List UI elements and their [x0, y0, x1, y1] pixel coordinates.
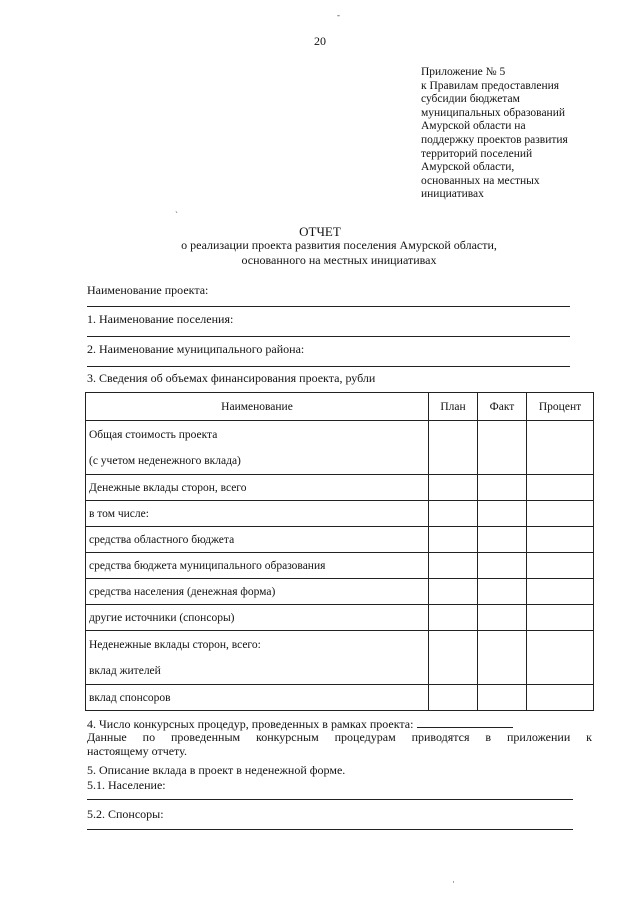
fact-cell[interactable]	[478, 579, 527, 605]
column-header-percent: Процент	[527, 393, 594, 421]
row-label: средства областного бюджета	[86, 527, 429, 553]
row-label-line: Общая стоимость проекта	[89, 428, 218, 441]
report-subtitle	[100, 238, 578, 267]
page-number: 20	[314, 34, 326, 48]
plan-cell[interactable]	[429, 605, 478, 631]
sponsors-label: 5.2. Спонсоры:	[87, 807, 164, 821]
appendix-line: поддержку проектов развития	[421, 133, 568, 146]
financing-table	[85, 392, 594, 711]
sponsors-line[interactable]	[87, 829, 573, 830]
fact-cell[interactable]	[478, 527, 527, 553]
scan-speck: `	[175, 210, 178, 220]
percent-cell[interactable]	[527, 501, 594, 527]
table-row	[86, 685, 594, 711]
appendix-line: Амурской области на	[421, 120, 526, 133]
settlement-label: 1. Наименование поселения:	[87, 312, 234, 326]
row-label: другие источники (спонсоры)	[86, 605, 429, 631]
column-header-fact: Факт	[478, 393, 527, 421]
plan-cell[interactable]	[429, 579, 478, 605]
scan-speck: ·	[452, 877, 455, 887]
fact-cell[interactable]	[478, 501, 527, 527]
column-header-plan: План	[429, 393, 478, 421]
row-label-line: (с учетом неденежного вклада)	[89, 454, 241, 467]
settlement-line[interactable]	[87, 336, 570, 337]
plan-cell[interactable]	[429, 475, 478, 501]
report-subtitle-line: основанного на местных инициативах	[241, 252, 437, 267]
table-row	[86, 631, 594, 685]
appendix-line: к Правилам предоставления	[421, 79, 560, 92]
row-label: Денежные вклады сторон, всего	[86, 475, 429, 501]
table-header-row	[86, 393, 594, 421]
row-label-line: вклад жителей	[89, 664, 161, 677]
population-label: 5.1. Население:	[87, 778, 166, 792]
project-name-line[interactable]	[87, 306, 570, 307]
appendix-line: муниципальных образований	[421, 106, 566, 119]
district-line[interactable]	[87, 366, 570, 367]
row-label: средства бюджета муниципального образования	[86, 553, 429, 579]
percent-cell[interactable]	[527, 605, 594, 631]
report-subtitle-line: о реализации проекта развития поселения Амурской области,	[181, 238, 497, 252]
percent-cell[interactable]	[527, 685, 594, 711]
plan-cell[interactable]	[429, 631, 478, 685]
appendix-header	[421, 66, 621, 202]
table-row	[86, 527, 594, 553]
row-label: средства населения (денежная форма)	[86, 579, 429, 605]
appendix-line: инициативах	[421, 188, 484, 201]
scan-speck: -	[337, 10, 340, 20]
project-name-label: Наименование проекта:	[87, 283, 209, 297]
table-row	[86, 475, 594, 501]
row-label: в том числе:	[86, 501, 429, 527]
appendix-line: основанных на местных	[421, 174, 540, 187]
section-4-text: 4. Число конкурсных процедур, проведенных в рамках проекта:	[87, 717, 414, 731]
district-label: 2. Наименование муниципального района:	[87, 342, 305, 356]
section-4-note-line: настоящему отчету.	[87, 744, 187, 758]
table-row	[86, 553, 594, 579]
fact-cell[interactable]	[478, 475, 527, 501]
financing-label: 3. Сведения об объемах финансирования проекта, рубли	[87, 371, 376, 385]
fact-cell[interactable]	[478, 553, 527, 579]
percent-cell[interactable]	[527, 421, 594, 475]
row-label	[86, 421, 429, 475]
fact-cell[interactable]	[478, 631, 527, 685]
appendix-line: территорий поселений	[421, 147, 533, 160]
report-title: ОТЧЕТ	[299, 224, 341, 239]
percent-cell[interactable]	[527, 579, 594, 605]
plan-cell[interactable]	[429, 685, 478, 711]
fact-cell[interactable]	[478, 605, 527, 631]
appendix-line: Приложение № 5	[421, 66, 506, 78]
percent-cell[interactable]	[527, 475, 594, 501]
procedures-count-field[interactable]	[417, 717, 513, 728]
fact-cell[interactable]	[478, 421, 527, 475]
percent-cell[interactable]	[527, 631, 594, 685]
population-line[interactable]	[87, 799, 573, 800]
row-label: вклад спонсоров	[86, 685, 429, 711]
appendix-line: субсидии бюджетам	[421, 93, 520, 106]
table-row	[86, 579, 594, 605]
table-row	[86, 421, 594, 475]
plan-cell[interactable]	[429, 527, 478, 553]
section-5-text: 5. Описание вклада в проект в неденежной форме.	[87, 763, 346, 777]
fact-cell[interactable]	[478, 685, 527, 711]
section-4-note-line: Данные по проведенным конкурсным процедурам приводятся в приложении к	[87, 730, 592, 744]
plan-cell[interactable]	[429, 501, 478, 527]
row-label-line: Неденежные вклады сторон, всего:	[89, 638, 261, 651]
percent-cell[interactable]	[527, 553, 594, 579]
plan-cell[interactable]	[429, 421, 478, 475]
plan-cell[interactable]	[429, 553, 478, 579]
row-label	[86, 631, 429, 685]
table-row	[86, 501, 594, 527]
table-row	[86, 605, 594, 631]
appendix-line: Амурской области,	[421, 161, 515, 174]
percent-cell[interactable]	[527, 527, 594, 553]
column-header-name: Наименование	[86, 393, 429, 421]
